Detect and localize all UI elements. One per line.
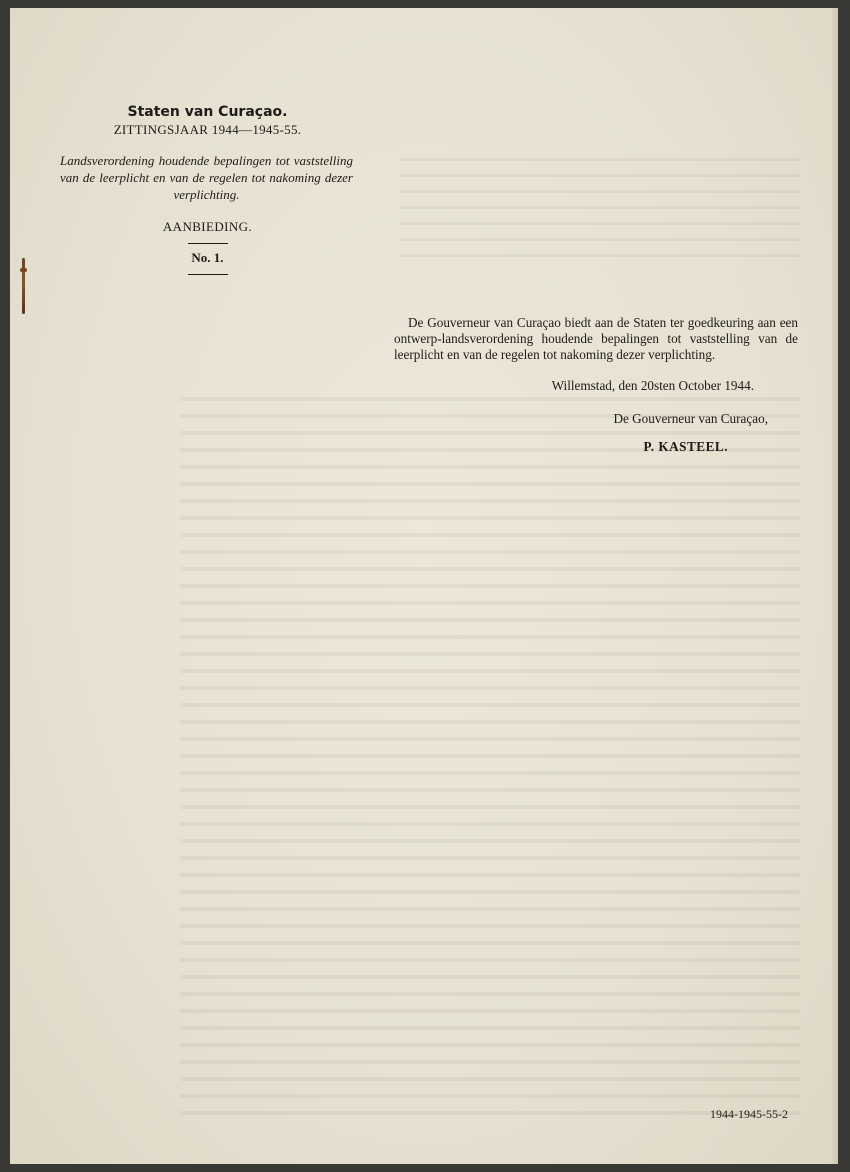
cover-letter <box>394 315 798 455</box>
page-edge <box>832 8 838 1164</box>
document-title: Staten van Curaçao. <box>127 104 288 120</box>
header-block <box>60 104 355 275</box>
document-page <box>10 8 838 1164</box>
footer-doc-number: 1944-1945-55-2 <box>710 1107 788 1121</box>
divider <box>188 243 228 244</box>
signature-name: P. KASTEEL. <box>643 439 728 454</box>
bleed-through-texture <box>180 388 800 1118</box>
divider <box>188 274 228 275</box>
closing-line: De Gouverneur van Curaçao, <box>613 411 768 426</box>
staple-rust-mark <box>22 258 25 314</box>
ordinance-subject: Landsverordening houdende bepalingen tot vaststelling van de leerplicht en van de regelen tot nakoming dezer verplichting. <box>60 153 353 202</box>
bleed-through-texture-top <box>400 148 800 258</box>
document-number: No. 1. <box>191 250 224 265</box>
place-date: Willemstad, den 20sten October 1944. <box>551 378 754 393</box>
session-year: ZITTINGSJAAR 1944—1945-55. <box>113 122 302 137</box>
offer-heading: AANBIEDING. <box>162 219 253 234</box>
letter-message: De Gouverneur van Curaçao biedt aan de Staten ter goedkeuring aan een ontwerp-landsverordening houdende bepalingen tot vaststelling van de leerplicht en van de regelen tot nakoming dezer verplichting. <box>394 315 798 362</box>
